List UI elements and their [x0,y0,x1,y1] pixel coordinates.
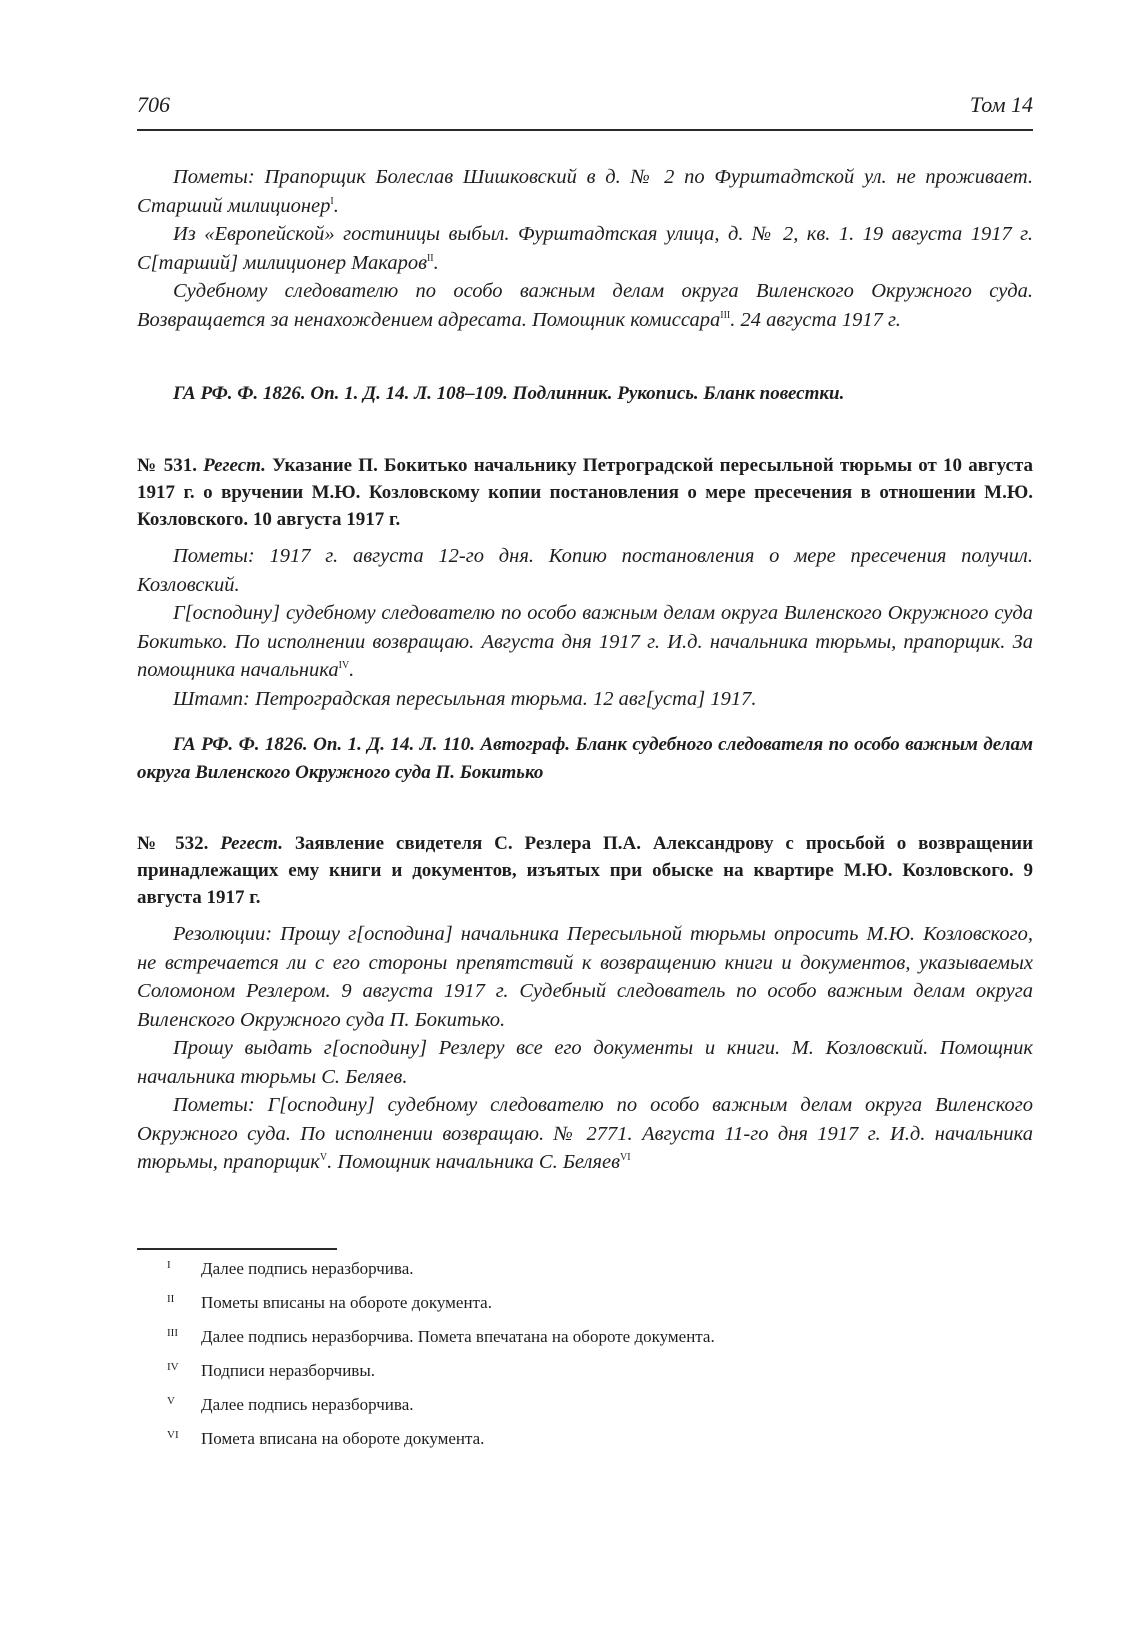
doc532-heading [137,830,1033,911]
doc532-paragraph-3: Пометы: Г[осподину] судебному следователю по особо важным делам округа Виленского Окружного суда. По исполнении возвращаю. № 2771. Августа 11-го дня 1917 г. И.д. начальника тюрьмы, прапорщик$^V$. Помощник начальника С. Беляев$^{VI}$ [137,1094,1033,1173]
doc530-archive [137,380,1033,408]
footnote-rule [137,1248,337,1250]
doc531-paragraph-3: Штамп: Петроградская пересыльная тюрьма. 12 авг[уста] 1917. [173,687,757,710]
footnote: V Далее подпись неразборчива. [167,1395,414,1414]
footnote: II Пометы вписаны на обороте документа. [167,1293,492,1312]
doc530-notes [137,163,1033,334]
document-title: № 532. Регест. Заявление свидетеля С. Резлера П.А. Александрову с просьбой о возвращении принадлежащих ему книги и документов, изъятых при обыске на квартире М.Ю. Козловского. 9 августа 1917 г. [137,833,1034,908]
page-number: 706 [137,92,170,117]
doc531-paragraph-2: Г[осподину] судебному следователю по особо важным делам округа Виленского Окружного суда Бокитько. По исполнении возвращаю. Августа дня 1917 г. И.д. начальника тюрьмы, прапорщик. За помощника начальника$^{IV}$. [137,602,1033,681]
doc531-archive [137,731,1033,787]
archive-reference: ГА РФ. Ф. 1826. Оп. 1. Д. 14. Л. 110. Автограф. Бланк судебного следователя по особо важным делам округа Виленского Окружного суда П. Бокитько [137,734,1033,783]
doc531-paragraph-1: Пометы: 1917 г. августа 12-го дня. Копию постановления о мере пресечения получил. Козловский. [137,545,1033,596]
footnote: III Далее подпись неразборчива. Помета впечатана на обороте документа. [167,1327,715,1346]
archive-reference: ГА РФ. Ф. 1826. Оп. 1. Д. 14. Л. 108–109. Подлинник. Рукопись. Бланк повестки. [173,383,845,404]
footnote-ref[interactable]: III [720,309,731,321]
footnote-ref[interactable]: IV [338,660,350,671]
footnote: IV Подписи неразборчивы. [167,1361,376,1380]
doc530-paragraph-3: Судебному следователю по особо важным делам округа Виленского Окружного суда. Возвращается за ненахождением адресата. Помощник комиссара$^{III}$. 24 августа 1917 г. [137,280,1033,331]
doc532-paragraph-1: Резолюции: Прошу г[осподина] начальника Пересыльной тюрьмы опросить М.Ю. Козловского, не встречается ли с его стороны препятствий к возвращению книги и документов, указываемых Соломоном Резлером. 9 августа 1917 г. Судебный следователь по особо важным делам округа Виленского Окружного суда П. Бокитько. [137,923,1033,1031]
footnote: VI Помета вписана на обороте документа. [167,1429,485,1448]
doc531-heading [137,452,1033,533]
running-head [137,88,1033,128]
footnote-ref[interactable]: V [319,1152,328,1163]
footnote-ref[interactable]: II [426,252,434,264]
doc532-paragraph-2: Прошу выдать г[осподину] Резлеру все его документы и книги. М. Козловский. Помощник начальника тюрьмы С. Беляев. [137,1037,1033,1088]
doc532-notes [137,920,1033,1177]
header-rule [137,129,1033,131]
doc531-notes [137,542,1033,713]
document-title: № 531. Регест. Указание П. Бокитько начальнику Петроградской пересыльной тюрьмы от 10 августа 1917 г. о вручении М.Ю. Козловскому копии постановления о мере пресечения в отношении М.Ю. Козловского. 10 августа 1917 г. [137,455,1034,530]
footnotes [137,1258,1033,1462]
footnote-ref[interactable]: I [330,195,334,207]
volume-label: Том 14 [969,92,1033,117]
doc530-paragraph-1: Пометы: Прапорщик Болеслав Шишковский в д. № 2 по Фурштадтской ул. не проживает. Старший милиционер$^I$. [137,166,1033,217]
doc530-paragraph-2: Из «Европейской» гостиницы выбыл. Фурштадтская улица, д. № 2, кв. 1. 19 августа 1917 г. С[тарший] милиционер Макаров$^{II}$. [137,223,1033,274]
footnote-ref[interactable]: VI [619,1152,631,1163]
footnote: I Далее подпись неразборчива. [167,1259,414,1278]
